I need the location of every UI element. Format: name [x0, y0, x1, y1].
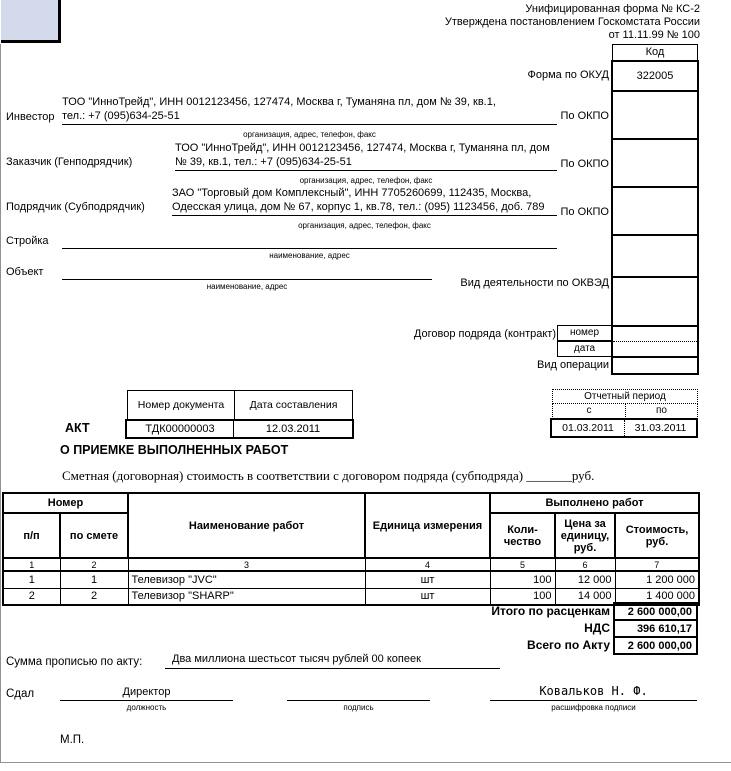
okud-value-cell[interactable]: 322005: [611, 60, 699, 92]
signature-line[interactable]: [287, 686, 430, 701]
object-label: Объект: [6, 266, 44, 278]
sum-in-words-value[interactable]: Два миллиона шестьсот тысяч рублей 00 копеек: [165, 653, 500, 669]
row-name[interactable]: Телевизор "SHARP": [128, 588, 365, 605]
row-price[interactable]: 14 000: [555, 588, 615, 605]
okpo-label-investor: По ОКПО: [560, 110, 609, 122]
total-label: Всего по Акту: [527, 638, 610, 652]
report-period-to-value[interactable]: 31.03.2011: [634, 422, 687, 434]
position-value[interactable]: Директор: [60, 686, 233, 701]
row-price[interactable]: 12 000: [555, 571, 615, 588]
operation-type-cell[interactable]: [611, 356, 699, 375]
sum-in-words-label: Сумма прописью по акту:: [6, 656, 143, 668]
report-period-from-label: с: [552, 403, 626, 419]
signer-name-caption: расшифровка подписи: [551, 703, 636, 712]
row-unit[interactable]: шт: [365, 588, 490, 605]
works-table: [2, 492, 700, 606]
doc-date-header: Дата составления: [249, 399, 338, 411]
contract-number-value[interactable]: [613, 327, 697, 342]
col-group-number: Номер: [3, 493, 128, 513]
position-caption: должность: [126, 703, 167, 712]
okud-label: Форма по ОКУД: [527, 69, 609, 81]
table-row: [3, 571, 699, 588]
object-value-line[interactable]: [62, 264, 432, 280]
col-num-7: 7: [615, 558, 699, 571]
investor-label: Инвестор: [6, 111, 55, 123]
col-header-cost: Стоимость, руб.: [615, 513, 699, 558]
report-period-to-label: по: [625, 403, 698, 419]
column-numbers-row: [3, 558, 699, 571]
contract-value-cell[interactable]: [611, 325, 699, 358]
operation-type-label: Вид операции: [537, 359, 609, 371]
form-approval-header: [445, 3, 700, 42]
col-num-6: 6: [555, 558, 615, 571]
col-header-pp: п/п: [3, 513, 60, 558]
estimate-cost-line: Сметная (договорная) стоимость в соответствии с договором подряда (субподряда) _______руб.: [62, 468, 595, 483]
col-header-name: Наименование работ: [128, 493, 365, 558]
contractor-line1: ЗАО "Торговый дом Комплексный", ИНН 7705260699, 112435, Москва,: [172, 187, 532, 199]
total-label: Итого по расценкам: [491, 604, 610, 618]
okpo-label-contractor: По ОКПО: [560, 206, 609, 218]
report-period-subheader: [552, 403, 698, 419]
okved-label: Вид деятельности по ОКВЭД: [460, 277, 609, 289]
contract-date-label-cell: дата: [557, 341, 612, 357]
doc-number-value[interactable]: ТДК00000003: [127, 421, 234, 437]
row-name[interactable]: Телевизор "JVC": [128, 571, 365, 588]
okpo-label-customer: По ОКПО: [560, 158, 609, 170]
col-header-qty: Коли-чество: [490, 513, 555, 558]
investor-line2: тел.: +7 (095)634-25-51: [62, 110, 180, 122]
okpo-cell-customer[interactable]: [611, 138, 699, 188]
total-value[interactable]: 2 600 000,00: [613, 602, 698, 621]
mp-stamp-label: М.П.: [60, 734, 85, 746]
report-period-values: [550, 418, 698, 438]
signature-caption: подпись: [343, 703, 374, 712]
contract-date-value[interactable]: [613, 342, 697, 356]
doc-number-header: Номер документа: [128, 391, 235, 419]
report-period-from-value[interactable]: 01.03.2011: [552, 420, 625, 436]
page-border-left: [0, 44, 1, 763]
stroika-value-line[interactable]: [62, 233, 557, 249]
row-estimate[interactable]: 2: [60, 588, 128, 605]
row-qty[interactable]: 100: [490, 588, 555, 605]
investor-line1: ТОО "ИнноТрейд", ИНН 0012123456, 127474, Москва г, Туманяна пл, дом № 39, кв.1,: [62, 96, 496, 108]
page-border-bottom: [0, 762, 731, 763]
customer-value[interactable]: [175, 141, 557, 171]
total-label: НДС: [584, 621, 610, 635]
investor-value[interactable]: [62, 95, 557, 125]
col-num-2: 2: [60, 558, 128, 571]
contractor-line2: Одесская улица, дом № 67, корпус 1, кв.78, тел.: (095) 1123456, доб. 789: [172, 201, 545, 213]
doc-date-value[interactable]: 12.03.2011: [265, 423, 321, 435]
empty-code-cell[interactable]: [611, 234, 699, 278]
row-pp[interactable]: 1: [3, 571, 60, 588]
col-header-unit: Единица измерения: [365, 493, 490, 558]
okpo-cell-contractor[interactable]: [611, 186, 699, 236]
approval-line: Утверждена постановлением Госкомстата России: [444, 16, 700, 28]
okpo-cell-investor[interactable]: [611, 90, 699, 140]
col-num-3: 3: [128, 558, 365, 571]
customer-caption: организация, адрес, телефон, факс: [299, 176, 433, 185]
kod-header-cell: Код: [612, 44, 698, 61]
row-estimate[interactable]: 1: [60, 571, 128, 588]
stroika-caption: наименование, адрес: [269, 251, 350, 260]
investor-caption: организация, адрес, телефон, факс: [243, 130, 376, 139]
sdal-label: Сдал: [6, 688, 35, 700]
object-caption: наименование, адрес: [206, 282, 288, 291]
col-num-5: 5: [490, 558, 555, 571]
customer-label: Заказчик (Генподрядчик): [6, 156, 133, 168]
col-header-estimate: по смете: [60, 513, 128, 558]
row-cost[interactable]: 1 200 000: [615, 571, 699, 588]
contract-label: Договор подряда (контракт): [413, 328, 556, 340]
row-qty[interactable]: 100: [490, 571, 555, 588]
doc-table-header: [127, 390, 353, 420]
col-header-price: Цена за единицу, руб.: [555, 513, 615, 558]
contractor-label: Подрядчик (Субподрядчик): [6, 201, 145, 213]
row-cost[interactable]: 1 400 000: [615, 588, 699, 605]
contractor-value[interactable]: [172, 186, 557, 216]
col-num-1: 1: [3, 558, 60, 571]
total-value[interactable]: 396 610,17: [613, 619, 698, 638]
doc-table-values: [125, 419, 354, 439]
report-period-title: Отчетный период: [552, 389, 698, 404]
contractor-caption: организация, адрес, телефон, факс: [298, 221, 431, 230]
customer-line2: № 39, кв.1, тел.: +7 (095)634-25-51: [175, 156, 352, 168]
okved-cell[interactable]: [611, 276, 699, 327]
col-num-4: 4: [365, 558, 490, 571]
total-value[interactable]: 2 600 000,00: [613, 636, 698, 655]
customer-line1: ТОО "ИнноТрейд", ИНН 0012123456, 127474, Москва г, Туманяна пл, дом: [175, 142, 550, 154]
selected-cell[interactable]: [1, 0, 61, 43]
act-subtitle: О ПРИЕМКЕ ВЫПОЛНЕННЫХ РАБОТ: [60, 443, 289, 457]
row-pp[interactable]: 2: [3, 588, 60, 605]
approval-date-line: от 11.11.99 № 100: [608, 29, 700, 41]
act-title: АКТ: [65, 421, 90, 435]
row-unit[interactable]: шт: [365, 571, 490, 588]
stroika-label: Стройка: [6, 235, 49, 247]
signer-name-value[interactable]: Ковальков Н. Ф.: [490, 684, 697, 701]
form-code-line: Унифицированная форма № КС-2: [525, 3, 700, 15]
contract-number-label-cell: номер: [557, 325, 612, 341]
col-group-done: Выполнено работ: [490, 493, 699, 513]
